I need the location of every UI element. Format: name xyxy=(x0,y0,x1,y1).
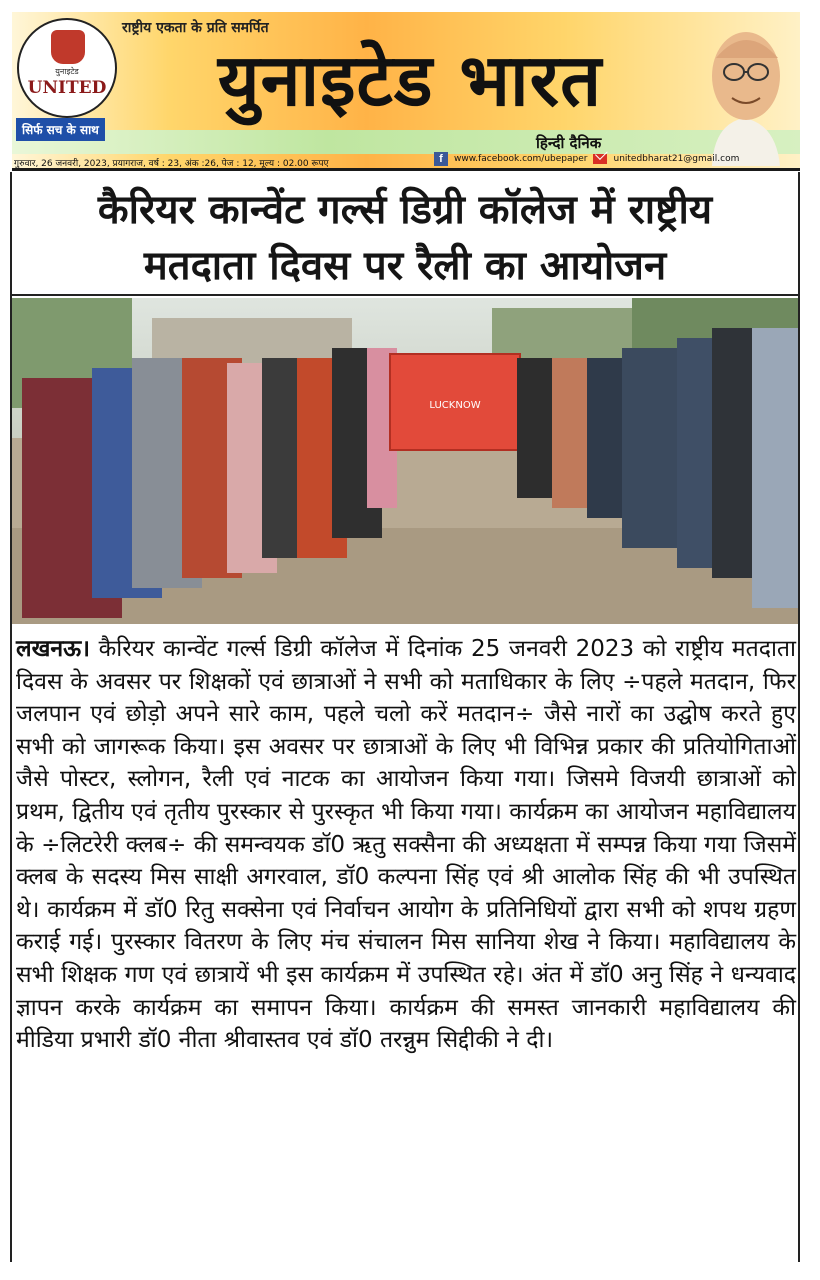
dateline: गुरुवार, 26 जनवरी, 2023, प्रयागराज, वर्ष : 23, अंक :26, पेज : 12, मूल्य : 02.00 रूपए xyxy=(14,159,329,169)
email-link[interactable]: unitedbharat21@gmail.com xyxy=(613,154,740,164)
newspaper-title: युनाइटेड भारत xyxy=(217,38,603,122)
article-photo xyxy=(12,298,798,624)
gandhi-portrait-icon xyxy=(692,14,796,166)
united-logo xyxy=(17,18,117,118)
logo-caption: युनाइटेड xyxy=(55,67,79,76)
masthead-green-band xyxy=(12,130,800,154)
social-links xyxy=(434,152,739,166)
raised-hand-icon xyxy=(51,30,85,64)
facebook-icon: f xyxy=(434,152,448,166)
headline-line-1: कैरियर कान्वेंट गर्ल्स डिग्री कॉलेज में राष्ट्रीय xyxy=(97,187,713,233)
banner-text: LUCKNOW xyxy=(429,400,481,411)
logo-wordmark: UNITED xyxy=(27,78,107,98)
headline-line-2: मतदाता दिवस पर रैली का आयोजन xyxy=(143,243,667,289)
article-text: कैरियर कान्वेंट गर्ल्स डिग्री कॉलेज में दिनांक 25 जनवरी 2023 को राष्ट्रीय मतदाता दिवस के अवसर पर शिक्षकों एवं छात्राओं ने सभी को मताधिकार के लिए ÷पहले मतदान, फिर जलपान एवं छोड़ो अपने सारे काम, पहले चलो करें मतदान÷ जैसे नारों का उद्घोष करते हुए सभी को जागरूक किया। इस अवसर पर छात्राओं के लिए भी विभिन्न प्रकार की प्रतियोगिताओं जैसे पोस्टर, स्लोगन, रैली एवं नाटक का आयोजन किया गया। जिसमे विजयी छात्राओं को प्रथम, द्वितीय एवं तृतीय पुरस्कार से पुरस्कृत भी किया गया। कार्यक्रम का आयोजन महाविद्यालय के ÷लिटरेरी क्लब÷ की समन्वयक डॉ0 ऋतु सक्सैना की अध्यक्षता में सम्पन्न किया गया जिसमें क्लब के सदस्य मिस साक्षी अगरवाल, डॉ0 कल्पना सिंह एवं श्री आलोक सिंह की भी उपस्थित थे। कार्यक्रम में डॉ0 रितु सक्सेना एवं निर्वाचन आयोग के प्रतिनिधियों द्वारा सभी को शपथ ग्रहण कराई गई। पुरस्कार वितरण के लिए मंच संचालन मिस सानिया शेख ने किया। महाविद्यालय के सभी शिक्षक गण एवं छात्रायें भी इस कार्यक्रम में उपस्थित रहे। अंत में डॉ0 अनु सिंह ने धन्यवाद ज्ञापन करके कार्यक्रम का समापन किया। कार्यक्रम की समस्त जानकारी महाविद्यालय की मीडिया प्रभारी डॉ0 नीता श्रीवास्तव एवं डॉ0 तरन्नुम सिद्दीकी ने दी। xyxy=(16,636,796,1054)
masthead-slogan: राष्ट्रीय एकता के प्रति समर्पित xyxy=(122,20,269,36)
article-body xyxy=(16,633,796,1057)
rally-photo-illustration xyxy=(12,298,798,624)
masthead xyxy=(12,12,800,171)
rally-banner xyxy=(390,354,520,450)
article-place: लखनऊ। xyxy=(16,636,90,662)
tagline-badge: सिर्फ सच के साथ xyxy=(16,118,105,141)
article-headline xyxy=(12,176,798,296)
email-icon xyxy=(593,154,607,164)
edition-label: हिन्दी दैनिक xyxy=(536,134,602,152)
facebook-link[interactable]: www.facebook.com/ubepaper xyxy=(454,154,588,164)
